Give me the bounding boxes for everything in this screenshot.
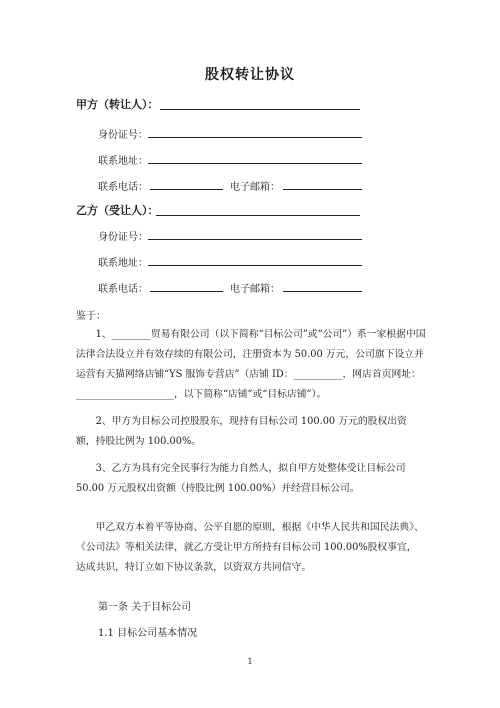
party-a-phone-label: 联系电话： <box>98 182 148 193</box>
whereas-clause-2: 2、甲方为目标公司控股股东，现持有目标公司 100.00 万元的股权出资额，持股比例为 100.00%。 <box>76 416 407 447</box>
party-a-id-label: 身份证号： <box>98 130 148 141</box>
party-b-id-line <box>148 239 362 240</box>
party-a-id-line <box>148 137 362 138</box>
party-a-address-line <box>148 163 362 164</box>
party-a-phone-line <box>150 189 223 190</box>
party-a-address-label: 联系地址： <box>98 156 148 167</box>
party-a-label: 甲方（转让人）： <box>76 98 159 111</box>
party-a-email-line <box>283 189 362 190</box>
party-b-address-label: 联系地址： <box>98 258 148 269</box>
party-b-email-label: 电子邮箱： <box>230 284 280 295</box>
article-1-heading: 第一条 关于目标公司 <box>98 602 192 613</box>
party-b-id-label: 身份证号： <box>98 232 148 243</box>
document-title: 股权转让协议 <box>205 67 295 83</box>
party-a-name-line <box>160 109 360 110</box>
page-number: 1 <box>247 657 253 666</box>
whereas-clause-1: 1、________贸易有限公司（以下简称“目标公司”或“公司”）系一家根据中国法律合法设立并有效存续的有限公司，注册资本为 50.00 万元，公司旗下设立并运营有天猫网络店铺“YS 服饰专营店”（店铺 ID：__________，网店首页网址：____________________，以下简称“店铺”或“目标店铺”）。 <box>76 329 426 400</box>
section-1-1-heading: 1.1 目标公司基本情况 <box>98 628 198 639</box>
preamble-paragraph: 甲乙双方本着平等协商、公平自愿的原则，根据《中华人民共和国民法典》、《公司法》等相关法律，就乙方受让甲方所持有目标公司 100.00%股权事宜，达成共识，特订立如下协议条款，以资双方共同信守。 <box>76 522 424 573</box>
party-b-address-line <box>148 265 362 266</box>
party-b-name-line <box>156 215 360 216</box>
party-b-phone-label: 联系电话： <box>98 284 148 295</box>
party-b-email-line <box>283 291 362 292</box>
whereas-label: 鉴于： <box>76 311 106 322</box>
whereas-clause-3: 3、乙方为具有完全民事行为能力自然人，拟自甲方处整体受让目标公司 50.00 万元股权出资额（持股比例 100.00%）并经营目标公司。 <box>76 463 406 494</box>
party-a-email-label: 电子邮箱： <box>230 182 280 193</box>
party-b-label: 乙方（受让人）： <box>76 204 159 217</box>
party-b-phone-line <box>150 291 223 292</box>
